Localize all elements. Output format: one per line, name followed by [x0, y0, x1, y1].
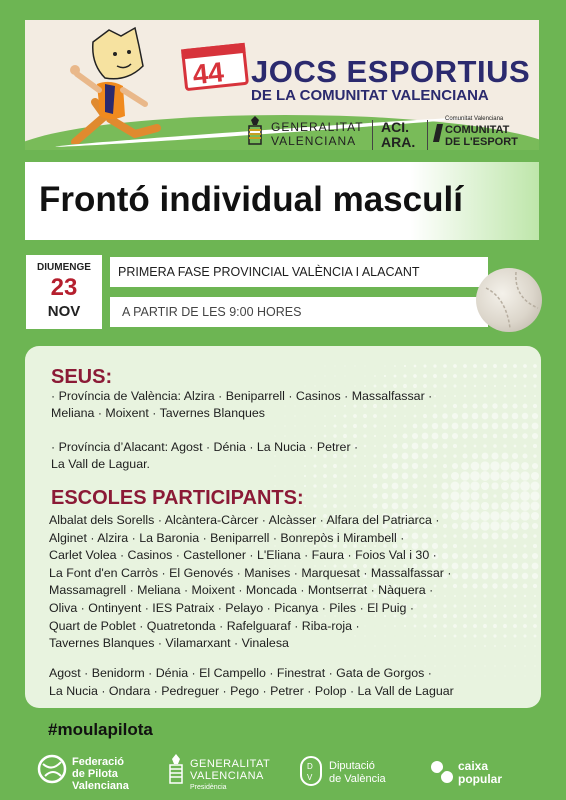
caixa-popular-line2: popular [458, 772, 502, 786]
generalitat-crest-icon [245, 116, 265, 150]
participants-panel [25, 346, 541, 708]
header-subtitle: DE LA COMUNITAT VALENCIANA [251, 87, 489, 104]
footer-sponsors [0, 748, 566, 800]
hashtag: #moulapilota [48, 720, 153, 739]
seus-alacant-line1: · Província d’Alacant: Agost · Dénia · La Nucia · Petrer · [51, 440, 359, 454]
escoles-line: Massamagrell · Meliana · Moixent · Moncada · Montserrat · Nàquera · [49, 583, 434, 598]
seus-valencia-line2: Meliana · Moixent · Tavernes Blanques [51, 406, 265, 420]
generalitat-logo-text: GENERALITAT VALENCIANA [271, 120, 364, 148]
diputacio-logo-icon [300, 756, 322, 786]
gv-footer-line1: GENERALITAT [190, 758, 271, 770]
svg-text:V: V [307, 773, 313, 782]
seus-heading: SEUS: [51, 366, 113, 388]
event-phase: PRIMERA FASE PROVINCIAL VALÈNCIA I ALACANT [118, 265, 420, 279]
escoles-line: Quart de Poblet · Quatretonda · Rafelguaraf · Riba-roja · [49, 618, 360, 633]
escoles-line: La Font d'en Carròs · El Genovés · Manises · Marquesat · Massalfassar · [49, 565, 452, 580]
event-time: A PARTIR DE LES 9:00 HORES [122, 305, 302, 319]
escoles-line: Alginet · Alzira · La Baronia · Beniparrell · Bonrepòs i Mirambell · [49, 530, 405, 545]
event-month: NOV [47, 303, 81, 320]
sport-title: Frontó individual masculí [39, 180, 463, 219]
svg-text:D: D [307, 762, 313, 771]
event-time-box [110, 297, 488, 327]
caixa-popular-line1: caixa [458, 759, 489, 773]
edition-calendar-badge [181, 43, 249, 91]
caixa-popular-icon [430, 760, 454, 784]
mascot-illustration [65, 24, 175, 144]
escoles-alacant-line: Agost · Benidorm · Dénia · El Campello · Finestrat · Gata de Gorgos · [49, 666, 432, 680]
header-title: JOCS ESPORTIUS [251, 54, 531, 89]
escoles-line: Oliva · Ontinyent · IES Patraix · Pelayo · Picanya · Piles · El Puig · [49, 601, 414, 615]
event-weekday: DIUMENGE [37, 262, 91, 273]
diputacio-line1: Diputació [329, 760, 375, 772]
pilota-ball-image [476, 268, 542, 332]
escoles-line: Tavernes Blanques · Vilamarxant · Vinalesa [49, 636, 289, 651]
event-header [25, 20, 539, 150]
aci-ara-logo: ACI. ARA. [381, 119, 416, 150]
comunitat-esport-caption: Comunitat Valenciana [445, 116, 504, 122]
escoles-heading: ESCOLES PARTICIPANTS: [51, 487, 304, 509]
generalitat-crest-icon [166, 753, 186, 789]
event-phase-box [110, 257, 488, 287]
escoles-line: Albalat dels Sorells · Alcàntera-Càrcer · Alcàsser · Alfara del Patriarca · [49, 513, 440, 527]
fpv-logo-line1: Federació [72, 756, 124, 768]
event-day: 23 [50, 274, 78, 301]
escoles-alacant-line: La Nucia · Ondara · Pedreguer · Pego · Petrer · Polop · La Vall de Laguar [49, 683, 454, 698]
gv-footer-line2: VALENCIANA [190, 770, 264, 782]
escoles-line: Carlet Volea · Casinos · Castelloner · L'Eliana · Faura · Foios Val i 30 · [49, 548, 437, 563]
event-date-box [26, 255, 102, 329]
seus-alacant-line2: La Vall de Laguar. [51, 457, 150, 471]
gv-footer-line3: Presidència [190, 784, 227, 791]
fpv-logo-line3: Valenciana [72, 780, 129, 792]
edition-number: 44 [191, 56, 226, 91]
fpv-ball-icon [37, 754, 67, 784]
comunitat-esport-icon [431, 122, 445, 144]
comunitat-esport-logo-text: COMUNITAT DE L'ESPORT [445, 124, 518, 148]
seus-valencia-line1: · Província de València: Alzira · Beniparrell · Casinos · Massalfassar · [51, 389, 433, 403]
fpv-logo-line2: de Pilota [72, 768, 118, 780]
diputacio-line2: de València [329, 773, 386, 785]
sport-title-banner [25, 162, 539, 240]
